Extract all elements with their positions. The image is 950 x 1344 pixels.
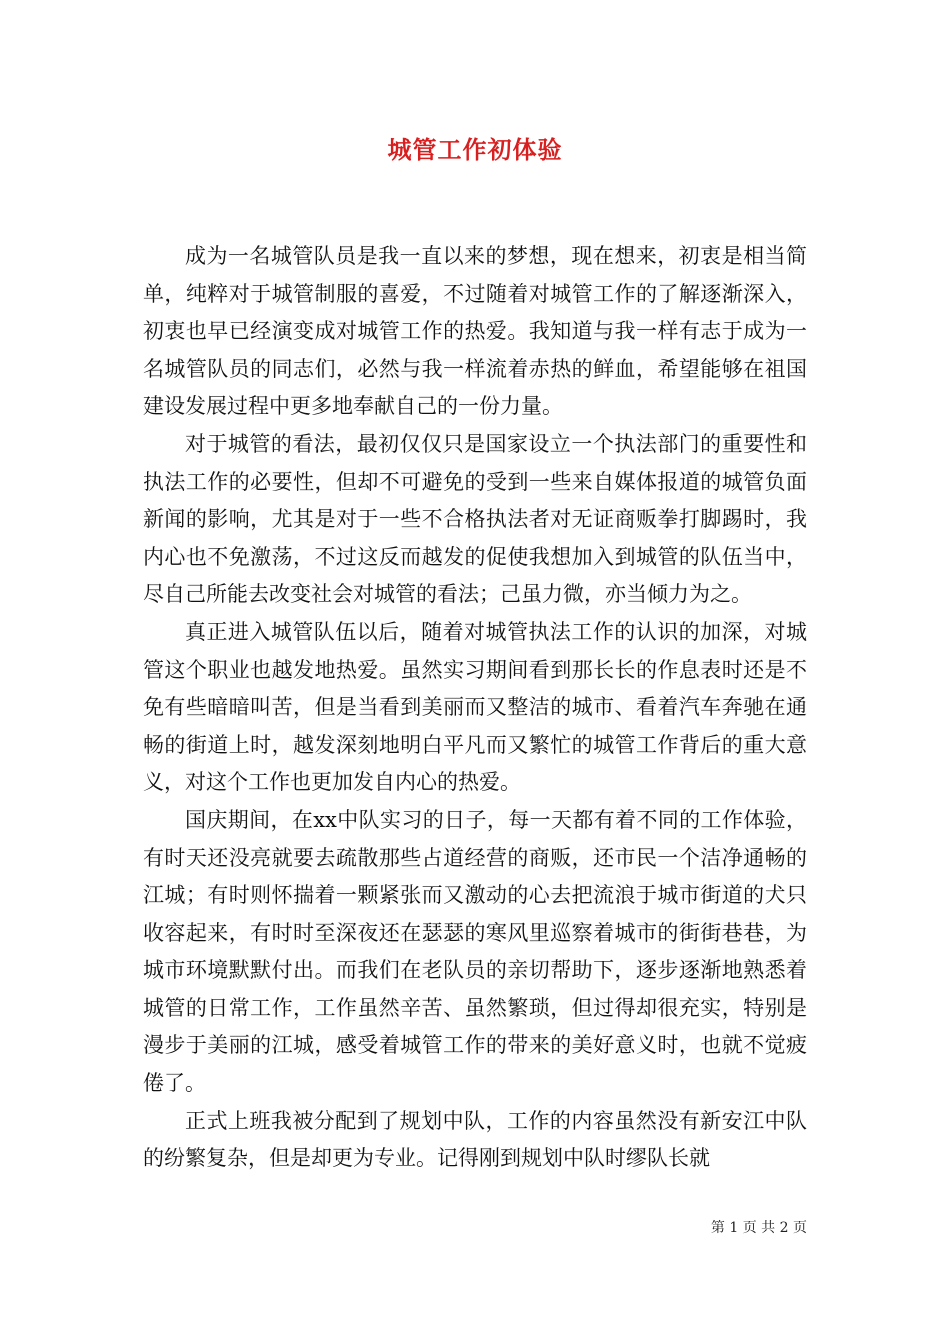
document-title: 城管工作初体验 (387, 135, 563, 164)
page-number-footer: 第 1 页 共 2 页 (710, 1220, 807, 1236)
paragraph: 正式上班我被分配到了规划中队，工作的内容虽然没有新安江中队的纷繁复杂，但是却更为专业。记得刚到规划中队时缪队长就 (143, 1108, 807, 1171)
paragraph: 真正进入城管队伍以后，随着对城管执法工作的认识的加深，对城管这个职业也越发地热爱。虽然实习期间看到那长长的作息表时还是不免有些暗暗叫苦，但是当看到美丽而又整洁的城市、看着汽车奔驰在通畅的街道上时，越发深刻地明白平凡而又繁忙的城管工作背后的重大意义，对这个工作也更加发自内心的热爱。 (143, 619, 807, 795)
paragraph: 对于城管的看法，最初仅仅只是国家设立一个执法部门的重要性和执法工作的必要性，但却不可避免的受到一些来自媒体报道的城管负面新闻的影响，尤其是对于一些不合格执法者对无证商贩拳打脚踢时，我内心也不免激荡，不过这反而越发的促使我想加入到城管的队伍当中，尽自己所能去改变社会对城管的看法；己虽力微，亦当倾力为之。 (143, 431, 807, 607)
paragraph: 成为一名城管队员是我一直以来的梦想，现在想来，初衷是相当简单，纯粹对于城管制服的喜爱，不过随着对城管工作的了解逐渐深入，初衷也早已经演变成对城管工作的热爱。我知道与我一样有志于成为一名城管队员的同志们，必然与我一样流着赤热的鲜血，希望能够在祖国建设发展过程中更多地奉献自己的一份力量。 (143, 244, 807, 419)
document-body (143, 238, 807, 1178)
paragraph: 国庆期间，在xx中队实习的日子，每一天都有着不同的工作体验，有时天还没亮就要去疏散那些占道经营的商贩，还市民一个洁净通畅的江城；有时则怀揣着一颗紧张而又激动的心去把流浪于城市街道的犬只收容起来，有时时至深夜还在瑟瑟的寒风里巡察着城市的街街巷巷，为城市环境默默付出。而我们在老队员的亲切帮助下，逐步逐渐地熟悉着城管的日常工作，工作虽然辛苦、虽然繁琐，但过得却很充实，特别是漫步于美丽的江城，感受着城管工作的带来的美好意义时，也就不觉疲倦了。 (143, 807, 807, 1096)
